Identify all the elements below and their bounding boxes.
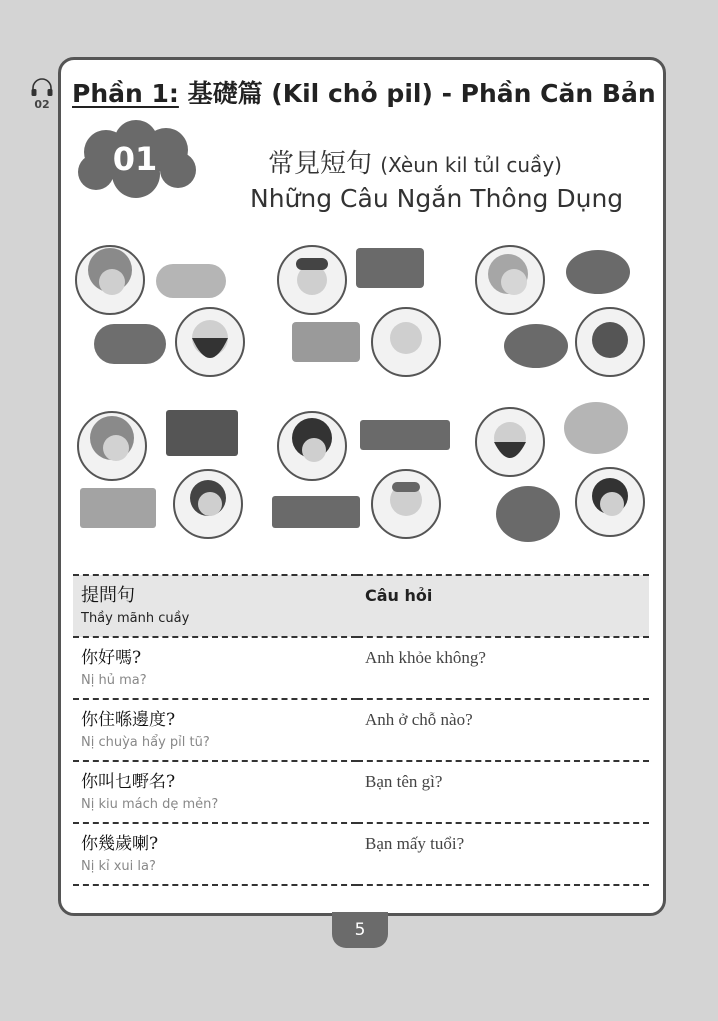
table-row xyxy=(73,637,649,699)
headphones-icon xyxy=(30,78,54,98)
page-number: 5 xyxy=(332,912,388,948)
phrase-roman: Nị kỉ xui la? xyxy=(81,859,156,874)
phrase-roman: Nị kiu mách dẹ mẻn? xyxy=(81,797,219,812)
conversation-group-2 xyxy=(278,246,440,376)
section-title-roman: (Xèun kil tủl cuầy) xyxy=(380,153,562,177)
table-row xyxy=(73,823,649,885)
phrase-vi: Anh ở chỗ nào? xyxy=(365,710,473,729)
audio-track[interactable] xyxy=(28,78,56,111)
conversation-group-1 xyxy=(76,246,244,376)
conversation-group-3 xyxy=(476,246,644,376)
table-row xyxy=(73,699,649,761)
header-zh: 提問句 xyxy=(81,585,135,606)
phrase-table xyxy=(73,574,649,886)
part-title: 基礎篇 (Kil chỏ pil) - Phần Căn Bản xyxy=(178,79,656,108)
phrase-vi: Anh khỏe không? xyxy=(365,648,486,667)
conversation-group-4 xyxy=(78,410,242,538)
phrase-zh: 你叫乜嘢名? xyxy=(81,772,176,792)
section-title-vi: Những Câu Ngắn Thông Dụng xyxy=(250,184,624,213)
conversation-group-6 xyxy=(476,402,644,542)
phrase-roman: Nị hủ ma? xyxy=(81,673,147,688)
page-header xyxy=(72,74,656,110)
phrase-table-header xyxy=(73,575,649,637)
phrase-zh: 你好嗎? xyxy=(81,648,142,668)
phrase-roman: Nị chuỳa hẩy pỉl tũ? xyxy=(81,735,210,750)
audio-track-number: 02 xyxy=(34,98,50,111)
section-number: 01 xyxy=(112,140,158,178)
phrase-zh: 你幾歲喇? xyxy=(81,834,159,854)
section-title-zh: 常見短句 xyxy=(268,149,373,179)
conversation-group-5 xyxy=(272,412,450,538)
phrase-vi: Bạn tên gì? xyxy=(365,772,443,791)
conversation-illustration xyxy=(70,238,650,553)
phrase-zh: 你住喺邊度? xyxy=(81,710,176,730)
header-roman: Thầy mãnh cuầy xyxy=(81,611,190,626)
section-title xyxy=(268,143,562,180)
table-row xyxy=(73,761,649,823)
header-vi: Câu hỏi xyxy=(365,586,433,605)
part-label: Phần 1: xyxy=(72,79,179,108)
phrase-vi: Bạn mấy tuổi? xyxy=(365,834,465,853)
